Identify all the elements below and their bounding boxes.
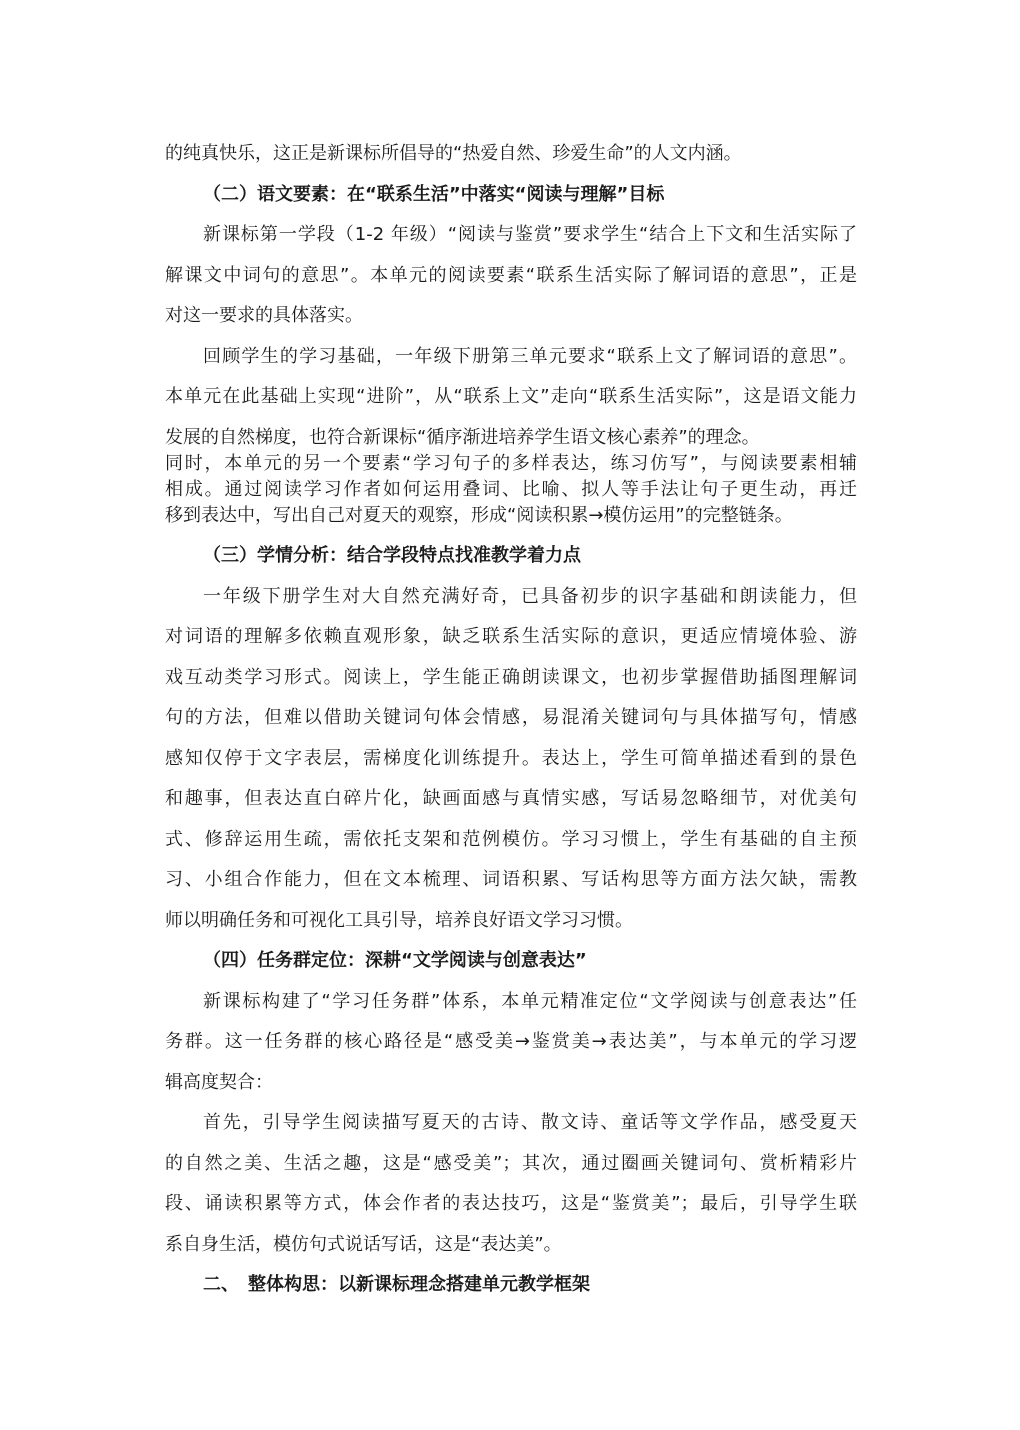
body-line: 的纯真快乐，这正是新课标所倡导的“热爱自然、珍爱生命”的人文内涵。 xyxy=(165,143,742,164)
body-line: 的自然之美、生活之趣，这是“感受美”；其次，通过圈画关键词句、赏析精彩片 xyxy=(165,1152,857,1174)
body-line: 相成。通过阅读学习作者如何运用叠词、比喻、拟人等手法让句子更生动，再迁 xyxy=(165,478,857,500)
body-line: 系自身生活，模仿句式说话写话，这是“表达美”。 xyxy=(165,1233,562,1255)
body-line: 对词语的理解多依赖直观形象，缺乏联系生活实际的意识，更适应情境体验、游 xyxy=(165,626,857,647)
body-line: 和趣事，但表达直白碎片化，缺画面感与真情实感，写话易忽略细节，对优美句 xyxy=(165,788,857,809)
section-heading: （四）任务群定位：深耕“文学阅读与创意表达” xyxy=(203,950,587,971)
document-page xyxy=(165,142,857,1297)
body-line: 式、修辞运用生疏，需依托支架和范例模仿。学习习惯上，学生有基础的自主预 xyxy=(165,828,857,850)
body-line: 发展的自然梯度，也符合新课标“循序渐进培养学生语文核心素养”的理念。 xyxy=(165,426,760,448)
body-line: 新课标第一学段（1-2 年级）“阅读与鉴赏”要求学生“结合上下文和生活实际了 xyxy=(203,224,857,245)
body-line: 习、小组合作能力，但在文本梳理、词语积累、写话构思等方面方法欠缺，需教 xyxy=(165,869,857,890)
body-line: 辑高度契合： xyxy=(165,1071,273,1093)
section-heading: （三）学情分析：结合学段特点找准教学着力点 xyxy=(203,545,581,566)
body-line: 感知仅停于文字表层，需梯度化训练提升。表达上，学生可简单描述看到的景色 xyxy=(165,747,857,769)
body-line: 首先，引导学生阅读描写夏天的古诗、散文诗、童话等文学作品，感受夏天 xyxy=(203,1112,857,1133)
body-line: 段、诵读积累等方式，体会作者的表达技巧，这是“鉴赏美”；最后，引导学生联 xyxy=(165,1193,857,1214)
body-line: 句的方法，但难以借助关键词句体会情感，易混淆关键词句与具体描写句，情感 xyxy=(165,707,857,728)
body-line: 戏互动类学习形式。阅读上，学生能正确朗读课文，也初步掌握借助插图理解词 xyxy=(165,666,857,688)
body-line: 解课文中词句的意思”。本单元的阅读要素“联系生活实际了解词语的意思”，正是 xyxy=(165,264,857,286)
section-heading: （二）语文要素：在“联系生活”中落实“阅读与理解”目标 xyxy=(203,183,665,205)
body-line: 一年级下册学生对大自然充满好奇，已具备初步的识字基础和朗读能力，但 xyxy=(203,585,857,607)
body-line: 同时，本单元的另一个要素“学习句子的多样表达，练习仿写”，与阅读要素相辅 xyxy=(165,452,857,474)
body-line: 对这一要求的具体落实。 xyxy=(165,305,363,326)
body-line: 回顾学生的学习基础，一年级下册第三单元要求“联系上文了解词语的意思”。 xyxy=(203,345,857,367)
body-line: 师以明确任务和可视化工具引导，培养良好语文学习习惯。 xyxy=(165,909,633,931)
chapter-heading: 二、 整体构思：以新课标理念搭建单元教学框架 xyxy=(203,1274,590,1295)
body-line: 务群。这一任务群的核心路径是“感受美→鉴赏美→表达美”，与本单元的学习逻 xyxy=(165,1031,857,1052)
body-line: 本单元在此基础上实现“进阶”，从“联系上文”走向“联系生活实际”，这是语文能力 xyxy=(165,386,857,407)
body-line: 移到表达中，写出自己对夏天的观察，形成“阅读积累→模仿运用”的完整链条。 xyxy=(165,504,793,526)
body-line: 新课标构建了“学习任务群”体系，本单元精准定位“文学阅读与创意表达”任 xyxy=(203,990,857,1012)
